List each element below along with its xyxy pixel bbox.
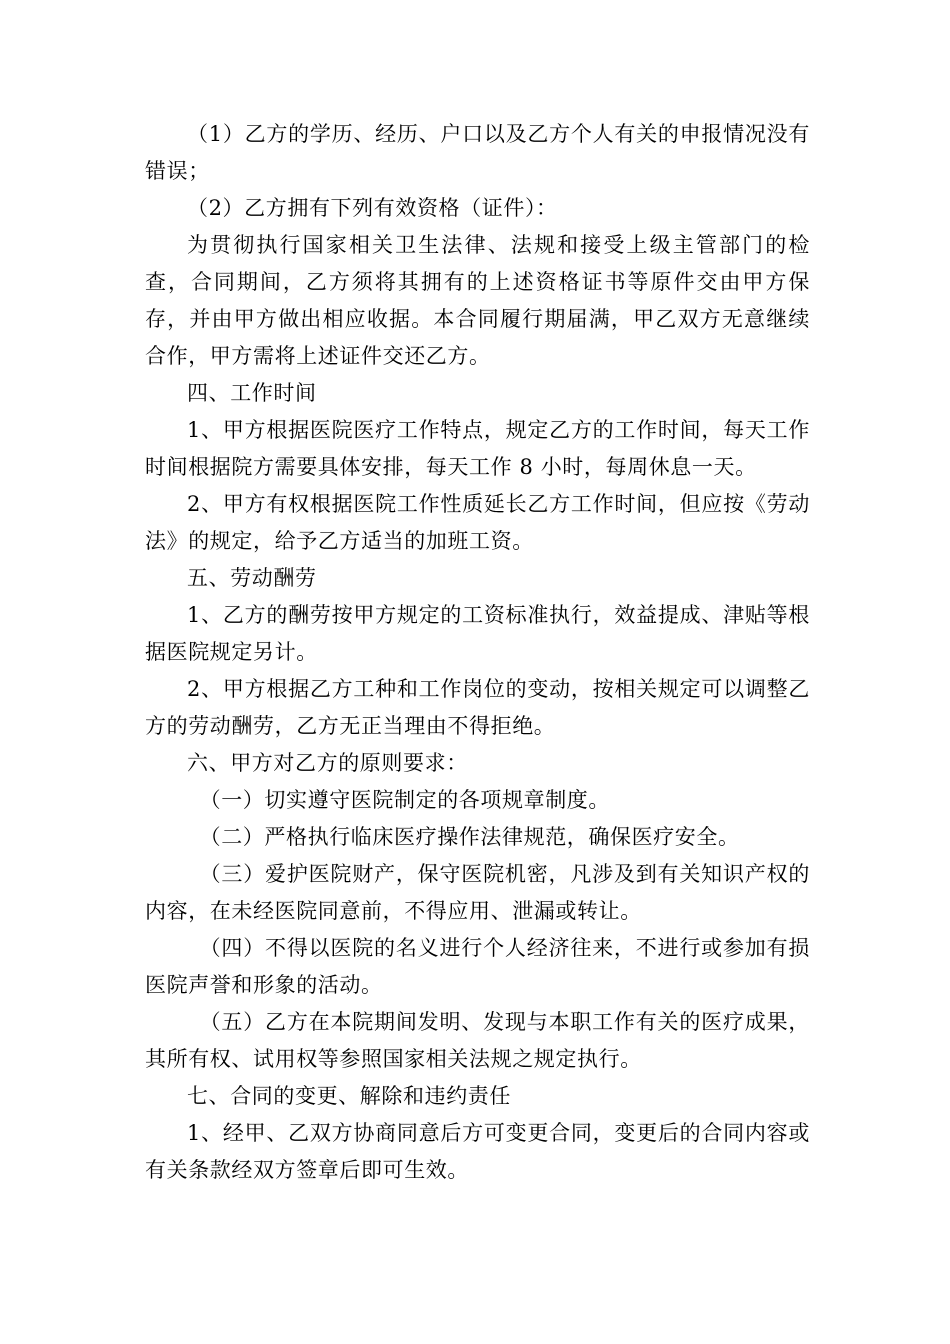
clause-qualifications: （2）乙方拥有下列有效资格（证件）： [187,196,558,220]
clause-contract-change-1: 1、经甲、乙双方协商同意后方可变更合同，变更后的合同内容或有关条款经双方签章后即可生效。 [145,1121,810,1182]
clause-certificate-custody: 为贯彻执行国家相关卫生法律、法规和接受上级主管部门的检查，合同期间，乙方须将其拥有的上述资格证书等原件交由甲方保存，并由甲方做出相应收据。本合同履行期届满，甲乙双方无意继续合作，甲方需将上述证件交还乙方。 [145,233,810,368]
section-heading-contract-change: 七、合同的变更、解除和违约责任 [187,1084,511,1108]
clause-requirement-5: （五）乙方在本院期间发明、发现与本职工作有关的医疗成果，其所有权、试用权等参照国家相关法规之规定执行。 [145,1010,810,1071]
clause-requirement-4: （四）不得以医院的名义进行个人经济往来，不进行或参加有损医院声誉和形象的活动。 [145,936,810,997]
clause-work-hours-1: 1、甲方根据医院医疗工作特点，规定乙方的工作时间，每天工作时间根据院方需要具体安排，每天工作 8 小时，每周休息一天。 [145,418,810,479]
clause-requirement-2: （二）严格执行临床医疗操作法律规范，确保医疗安全。 [199,825,740,849]
section-heading-remuneration: 五、劳动酬劳 [187,566,317,590]
clause-remuneration-1: 1、乙方的酬劳按甲方规定的工资标准执行，效益提成、津贴等根据医院规定另计。 [145,603,810,664]
clause-education-declaration: （1）乙方的学历、经历、户口以及乙方个人有关的申报情况没有错误； [145,122,810,183]
section-heading-requirements: 六、甲方对乙方的原则要求： [187,751,468,775]
section-heading-work-hours: 四、工作时间 [187,381,317,405]
clause-requirement-1: （一）切实遵守医院制定的各项规章制度。 [199,788,610,812]
clause-requirement-3: （三）爱护医院财产，保守医院机密，凡涉及到有关知识产权的内容，在未经医院同意前，不得应用、泄漏或转让。 [145,862,810,923]
clause-work-hours-2: 2、甲方有权根据医院工作性质延长乙方工作时间，但应按《劳动法》的规定，给予乙方适当的加班工资。 [145,492,810,553]
clause-remuneration-2: 2、甲方根据乙方工种和工作岗位的变动，按相关规定可以调整乙方的劳动酬劳，乙方无正当理由不得拒绝。 [145,677,810,738]
document-body [145,116,810,1189]
